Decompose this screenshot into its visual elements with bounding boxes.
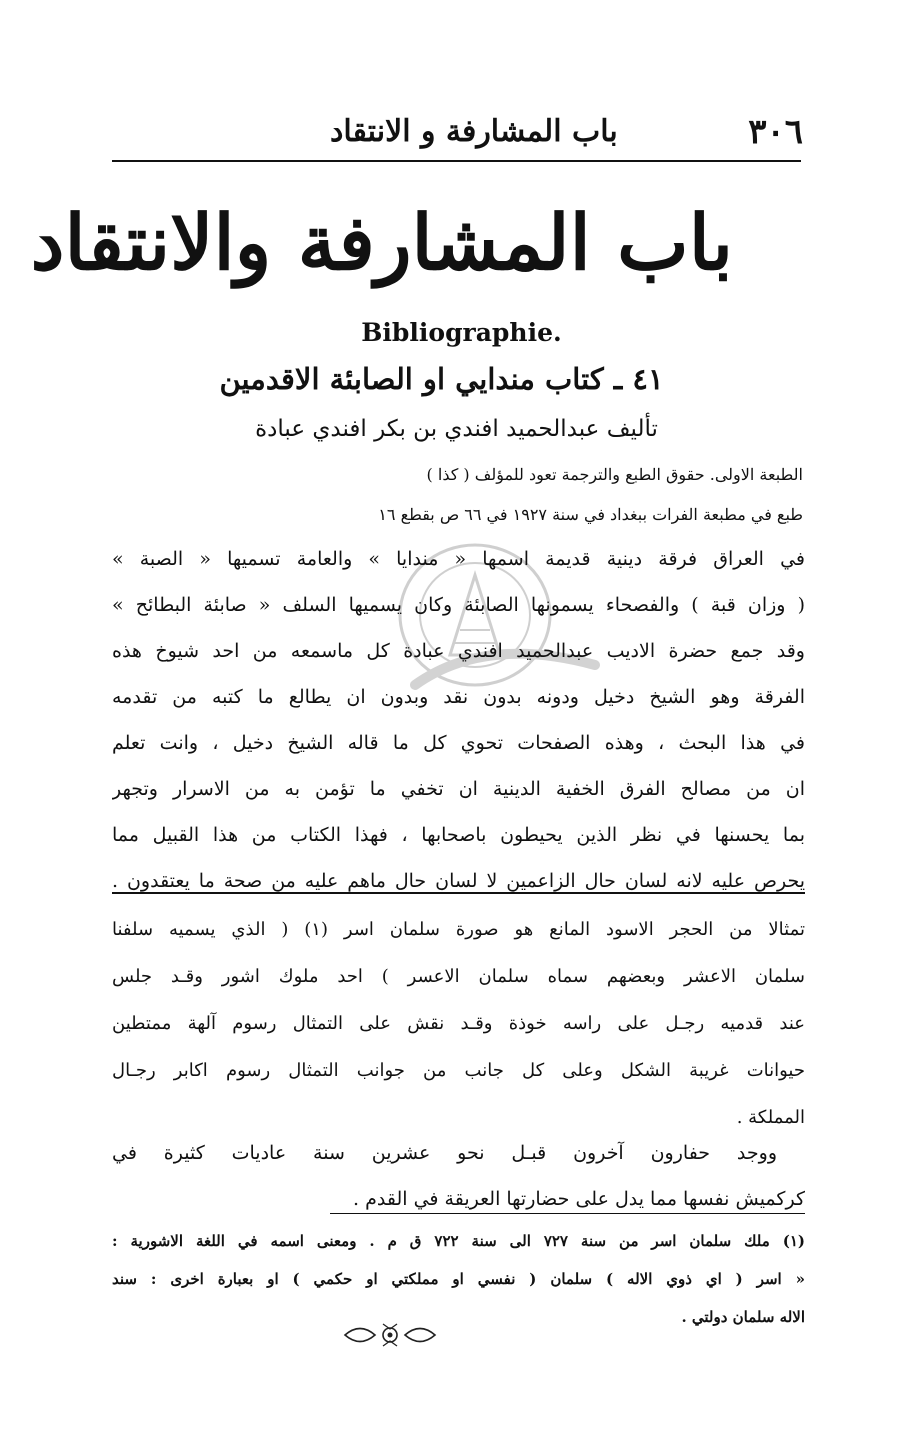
review-line-5: في هذا البحث ، وهذه الصفحات تحوي كل ما قاله الشيخ دخيل ، وانت تعلم [112,732,805,754]
continuation-line-3: عند قدميه رجـل على راسه خوذة وقـد نقش على التمثال رسوم آلهة ممتطين [112,1013,805,1034]
closing-line-2: كركميش نفسها مما يدل على حضارتها العريقة في القدم . [353,1188,805,1210]
review-paragraph [112,536,805,904]
entry-edition: الطبعة الاولى. حقوق الطبع والترجمة تعود للمؤلف ( كذا ) [426,465,803,484]
review-line-8: يحرص عليه لانه لسان حال الزاعمين لا لسان حال ماهم عليه من صحة ما يعتقدون . [112,870,805,892]
review-line-2: ( وزان قبة ) والفصحاء يسمونها الصابئة وكان يسميها السلف « صابئة البطائح » [112,594,805,616]
closing-line-1: ووجد حفارون آخرون قبـل نحو عشرين سنة عاديات كثيرة في [112,1142,777,1164]
header-rule [112,160,801,162]
footnote-line-2: « اسر ( اي ذوي الاله ) سلمان ( نفسي او مملكتي او حكمي ) او بعبارة اخرى : سند [112,1270,805,1288]
continuation-line-5: المملكة . [736,1107,805,1128]
running-header [110,112,803,158]
running-title: باب المشارفة و الانتقاد [330,114,618,149]
footnote [112,1222,805,1336]
end-ornament-icon [335,1318,445,1352]
review-line-4: الفرقة وهو الشيخ دخيل ودونه بدون نقد وبدون ان يطالع ما كتبه من تقدمه [112,686,805,708]
continuation-line-1: تمثالا من الحجر الاسود المانع هو صورة سلمان اسر (١) ( الذي يسميه سلفنا [112,919,805,940]
entry-author: تأليف عبدالحميد افندي بن بكر افندي عبادة [255,416,658,442]
closing-paragraph [112,1130,805,1222]
review-line-7: بما يحسنها في نظر الذين يحيطون باصحابها ، فهذا الكتاب من هذا القبيل مما [112,824,805,846]
continuation-paragraph [112,906,805,1141]
continuation-line-2: سلمان الاعشر وبعضهم سماه سلمان الاعسر ) احد ملوك اشور وقـد جلس [112,966,805,987]
continuation-line-4: حيوانات غريبة الشكل وعلى كل جانب من جوانب التمثال رسوم اكابر رجـال [112,1060,805,1081]
footnote-line-3: الاله سلمان دولتي . [681,1308,805,1326]
review-line-3: وقد جمع حضرة الاديب عبدالحميد افندي عبادة كل ماسمعه من احد شيوخ هذه [112,640,805,662]
review-line-6: ان من مصالح الفرق الخفية الدينية ان تخفي ما تؤمن به من الاسرار وتجهر [112,778,805,800]
review-line-1: في العراق فرقة دينية قديمة اسمها « مندايا » والعامة تسميها « الصبة » [112,548,805,570]
section-divider [112,892,805,894]
section-title-latin: Bibliographie. [361,318,562,347]
section-title: باب المشارفة والانتقاد [30,198,733,287]
entry-heading: ٤١ ـ كتاب مندايي او الصابئة الاقدمين [219,362,664,396]
page-number: ٣٠٦ [748,112,803,152]
footnote-rule [330,1213,805,1214]
entry-print: طبع في مطبعة الفرات ببغداد في سنة ١٩٢٧ في ٦٦ ص بقطع ١٦ [378,505,803,524]
footnote-line-1: (١) ملك سلمان اسر من سنة ٧٢٧ الى سنة ٧٢٢ ق م . ومعنى اسمه في اللغة الاشورية : [112,1232,805,1250]
